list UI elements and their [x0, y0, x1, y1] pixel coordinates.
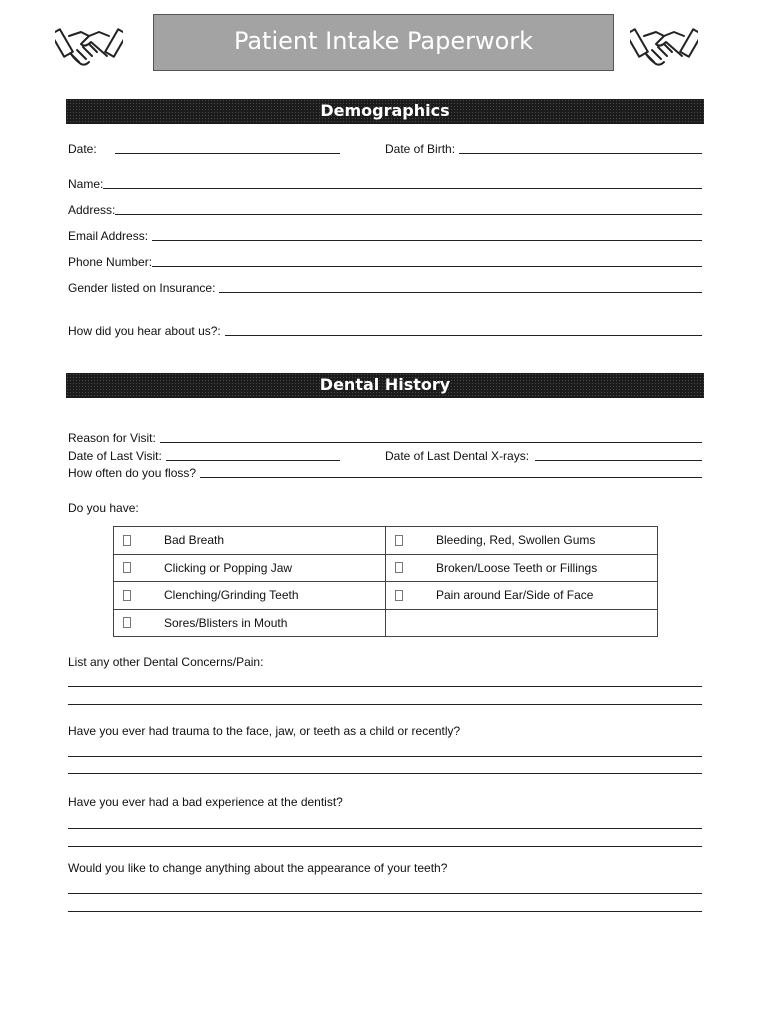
address-row [68, 203, 702, 217]
condition-cell [386, 527, 658, 555]
trauma-question: Have you ever had trauma to the face, jaw, or teeth as a child or recently? [68, 724, 461, 738]
condition-label: Pain around Ear/Side of Face [436, 588, 594, 603]
dental-history-heading: Dental History [66, 373, 704, 398]
referral-row [68, 324, 702, 338]
gender-row [68, 281, 702, 295]
date-row [68, 142, 340, 156]
condition-cell [386, 554, 658, 582]
trauma-line-2[interactable] [68, 773, 702, 774]
handshake-icon [630, 20, 698, 70]
checkbox-icon[interactable] [123, 590, 131, 601]
reason-label: Reason for Visit: [68, 431, 156, 445]
address-field[interactable] [115, 214, 702, 215]
checkbox-icon[interactable] [123, 562, 131, 573]
bad-experience-line-2[interactable] [68, 846, 702, 847]
condition-label: Sores/Blisters in Mouth [164, 615, 288, 630]
table-row [114, 554, 658, 582]
condition-cell [114, 527, 386, 555]
trauma-line-1[interactable] [68, 756, 702, 757]
last-visit-field[interactable] [166, 460, 340, 461]
floss-row [68, 466, 702, 480]
condition-cell [114, 554, 386, 582]
bad-experience-question: Have you ever had a bad experience at the dentist? [68, 795, 343, 809]
checkbox-icon[interactable] [123, 535, 131, 546]
condition-label: Clicking or Popping Jaw [164, 560, 293, 575]
name-field[interactable] [103, 188, 702, 189]
condition-label: Broken/Loose Teeth or Fillings [436, 560, 598, 575]
condition-label: Bleeding, Red, Swollen Gums [436, 533, 596, 548]
condition-label: Bad Breath [164, 533, 225, 548]
checkbox-icon[interactable] [395, 535, 403, 546]
checkbox-icon[interactable] [395, 562, 403, 573]
floss-label: How often do you floss? [68, 466, 197, 480]
name-label: Name: [68, 177, 104, 191]
condition-cell [114, 609, 386, 637]
reason-row [68, 431, 702, 445]
other-concerns-line-1[interactable] [68, 686, 702, 687]
xrays-field[interactable] [535, 460, 702, 461]
xrays-label: Date of Last Dental X-rays: [385, 449, 530, 463]
table-row [114, 582, 658, 610]
condition-cell [386, 582, 658, 610]
last-visit-label: Date of Last Visit: [68, 449, 162, 463]
dob-field[interactable] [459, 153, 702, 154]
other-concerns-line-2[interactable] [68, 704, 702, 705]
condition-label: Clenching/Grinding Teeth [164, 588, 299, 603]
table-row [114, 527, 658, 555]
date-label: Date: [68, 142, 97, 156]
gender-field[interactable] [219, 292, 702, 293]
bad-experience-row [68, 795, 343, 809]
table-row [114, 609, 658, 637]
referral-field[interactable] [225, 335, 702, 336]
xrays-row [385, 449, 702, 463]
bad-experience-line-1[interactable] [68, 828, 702, 829]
address-label: Address: [68, 203, 116, 217]
dob-label: Date of Birth: [385, 142, 456, 156]
date-field[interactable] [115, 153, 340, 154]
gender-label: Gender listed on Insurance: [68, 281, 216, 295]
appearance-row [68, 861, 447, 875]
floss-field[interactable] [200, 477, 702, 478]
handshake-icon [55, 20, 123, 70]
email-field[interactable] [152, 240, 702, 241]
last-visit-row [68, 449, 340, 463]
email-row [68, 229, 702, 243]
other-concerns-row [68, 655, 263, 669]
referral-label: How did you hear about us?: [68, 324, 221, 338]
do-you-have-row [68, 501, 139, 515]
email-label: Email Address: [68, 229, 149, 243]
trauma-row [68, 724, 460, 738]
checkbox-icon[interactable] [395, 590, 403, 601]
reason-field[interactable] [160, 442, 702, 443]
demographics-heading: Demographics [66, 99, 704, 124]
condition-cell [114, 582, 386, 610]
other-concerns-question: List any other Dental Concerns/Pain: [68, 655, 264, 669]
phone-label: Phone Number: [68, 255, 153, 269]
appearance-question: Would you like to change anything about the appearance of your teeth? [68, 861, 448, 875]
phone-field[interactable] [152, 266, 702, 267]
name-row [68, 177, 702, 191]
page-title: Patient Intake Paperwork [153, 14, 614, 71]
do-you-have-label: Do you have: [68, 501, 139, 515]
conditions-table [113, 526, 658, 637]
empty-cell [386, 609, 658, 637]
appearance-line-2[interactable] [68, 911, 702, 912]
dob-row [385, 142, 702, 156]
phone-row [68, 255, 702, 269]
checkbox-icon[interactable] [123, 617, 131, 628]
appearance-line-1[interactable] [68, 893, 702, 894]
